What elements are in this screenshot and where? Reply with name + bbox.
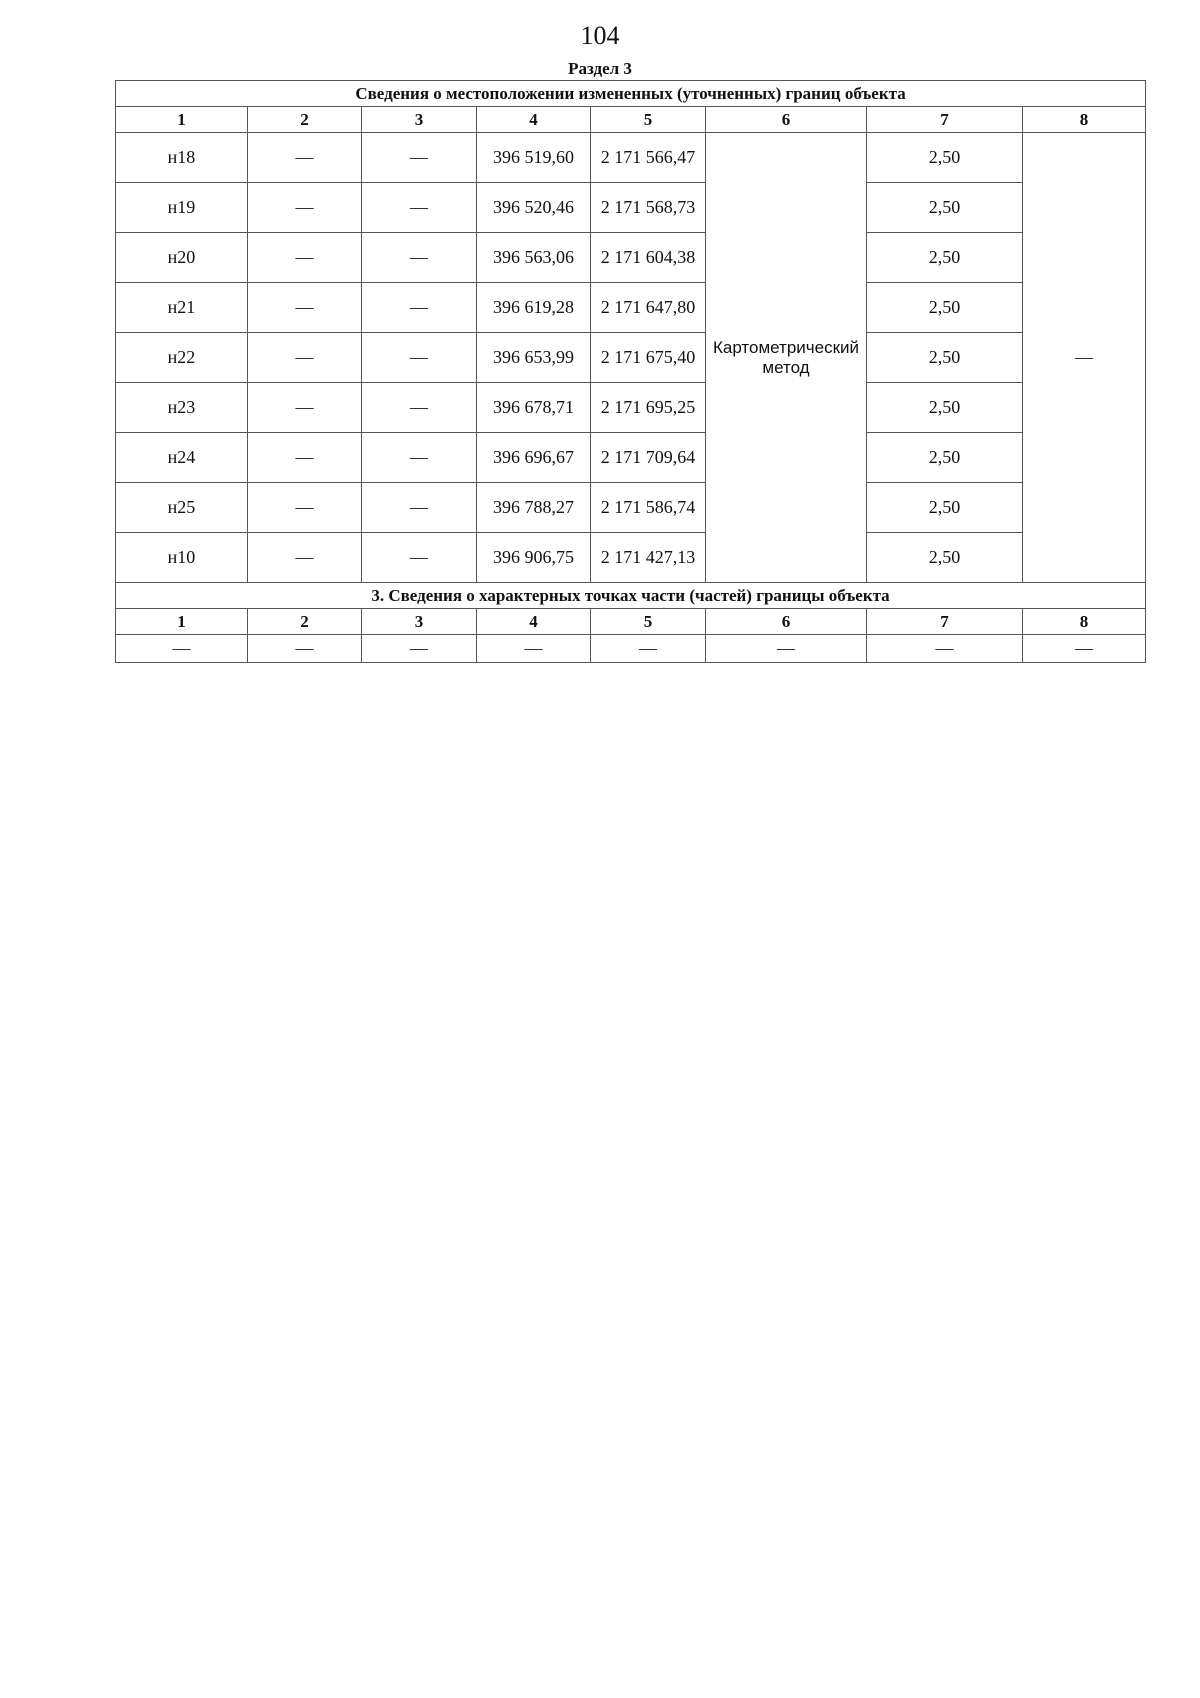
table2-header-cell: 3: [362, 609, 477, 635]
table2-cell: —: [362, 635, 477, 663]
x-coordinate: 396 788,27: [477, 483, 591, 533]
col3-value: —: [362, 283, 477, 333]
table1-header-row: [116, 107, 1146, 133]
x-coordinate: 396 696,67: [477, 433, 591, 483]
method-text: Картометрический метод: [712, 337, 860, 377]
table2-header-cell: 7: [867, 609, 1023, 635]
table2-header-cell: 6: [706, 609, 867, 635]
x-coordinate: 396 519,60: [477, 133, 591, 183]
point-id: н25: [116, 483, 248, 533]
table1-header-cell: 3: [362, 107, 477, 133]
y-coordinate: 2 171 647,80: [591, 283, 706, 333]
x-coordinate: 396 619,28: [477, 283, 591, 333]
table2-header-cell: 1: [116, 609, 248, 635]
col3-value: —: [362, 383, 477, 433]
table1-header-cell: 7: [867, 107, 1023, 133]
col2-value: —: [248, 383, 362, 433]
x-coordinate: 396 563,06: [477, 233, 591, 283]
table-row: [116, 333, 1146, 383]
table1-header-cell: 5: [591, 107, 706, 133]
table1-header-cell: 6: [706, 107, 867, 133]
table2-caption: 3. Сведения о характерных точках части (частей) границы объекта: [116, 583, 1146, 609]
table-row: [116, 183, 1146, 233]
table2-header-cell: 2: [248, 609, 362, 635]
col2-value: —: [248, 533, 362, 583]
table-row: [116, 133, 1146, 183]
accuracy-value: 2,50: [867, 233, 1023, 283]
y-coordinate: 2 171 675,40: [591, 333, 706, 383]
accuracy-value: 2,50: [867, 533, 1023, 583]
accuracy-value: 2,50: [867, 183, 1023, 233]
y-coordinate: 2 171 695,25: [591, 383, 706, 433]
col3-value: —: [362, 433, 477, 483]
table2-cell: —: [706, 635, 867, 663]
table2-cell: —: [116, 635, 248, 663]
table1-caption: Сведения о местоположении измененных (уточненных) границ объекта: [116, 81, 1146, 107]
table-row: [116, 483, 1146, 533]
accuracy-value: 2,50: [867, 133, 1023, 183]
table1-header-cell: 4: [477, 107, 591, 133]
x-coordinate: 396 678,71: [477, 383, 591, 433]
table2-cell: —: [867, 635, 1023, 663]
col3-value: —: [362, 183, 477, 233]
y-coordinate: 2 171 604,38: [591, 233, 706, 283]
x-coordinate: 396 653,99: [477, 333, 591, 383]
table2-caption-row: [116, 583, 1146, 609]
accuracy-value: 2,50: [867, 333, 1023, 383]
col3-value: —: [362, 533, 477, 583]
page-number: 104: [580, 21, 620, 50]
col2-value: —: [248, 283, 362, 333]
col2-value: —: [248, 133, 362, 183]
col3-value: —: [362, 233, 477, 283]
table-row: [116, 383, 1146, 433]
col2-value: —: [248, 483, 362, 533]
table2-cell: —: [477, 635, 591, 663]
x-coordinate: 396 520,46: [477, 183, 591, 233]
accuracy-value: 2,50: [867, 483, 1023, 533]
table-row: [116, 533, 1146, 583]
table2-header-cell: 4: [477, 609, 591, 635]
y-coordinate: 2 171 586,74: [591, 483, 706, 533]
accuracy-value: 2,50: [867, 433, 1023, 483]
table2-header-cell: 5: [591, 609, 706, 635]
point-id: н10: [116, 533, 248, 583]
section-title: Раздел 3: [568, 59, 632, 78]
table-row: [116, 635, 1146, 663]
x-coordinate: 396 906,75: [477, 533, 591, 583]
y-coordinate: 2 171 566,47: [591, 133, 706, 183]
table2-cell: —: [248, 635, 362, 663]
method-cell: [706, 133, 867, 583]
table1-caption-row: [116, 81, 1146, 107]
point-id: н21: [116, 283, 248, 333]
col3-value: —: [362, 133, 477, 183]
table-row: [116, 433, 1146, 483]
point-id: н22: [116, 333, 248, 383]
y-coordinate: 2 171 568,73: [591, 183, 706, 233]
accuracy-value: 2,50: [867, 383, 1023, 433]
y-coordinate: 2 171 709,64: [591, 433, 706, 483]
point-id: н23: [116, 383, 248, 433]
col3-value: —: [362, 333, 477, 383]
point-id: н20: [116, 233, 248, 283]
point-id: н18: [116, 133, 248, 183]
table2-cell: —: [591, 635, 706, 663]
boundary-table: [115, 80, 1146, 663]
accuracy-value: 2,50: [867, 283, 1023, 333]
col2-value: —: [248, 433, 362, 483]
table2-header-row: [116, 609, 1146, 635]
point-id: н24: [116, 433, 248, 483]
table1-header-cell: 1: [116, 107, 248, 133]
point-id: н19: [116, 183, 248, 233]
table2-cell: —: [1023, 635, 1146, 663]
table2-header-cell: 8: [1023, 609, 1146, 635]
col3-value: —: [362, 483, 477, 533]
table-row: [116, 283, 1146, 333]
table-row: [116, 233, 1146, 283]
y-coordinate: 2 171 427,13: [591, 533, 706, 583]
column8-value: —: [1023, 133, 1146, 583]
table1-header-cell: 2: [248, 107, 362, 133]
col2-value: —: [248, 333, 362, 383]
table1-header-cell: 8: [1023, 107, 1146, 133]
col2-value: —: [248, 233, 362, 283]
col2-value: —: [248, 183, 362, 233]
